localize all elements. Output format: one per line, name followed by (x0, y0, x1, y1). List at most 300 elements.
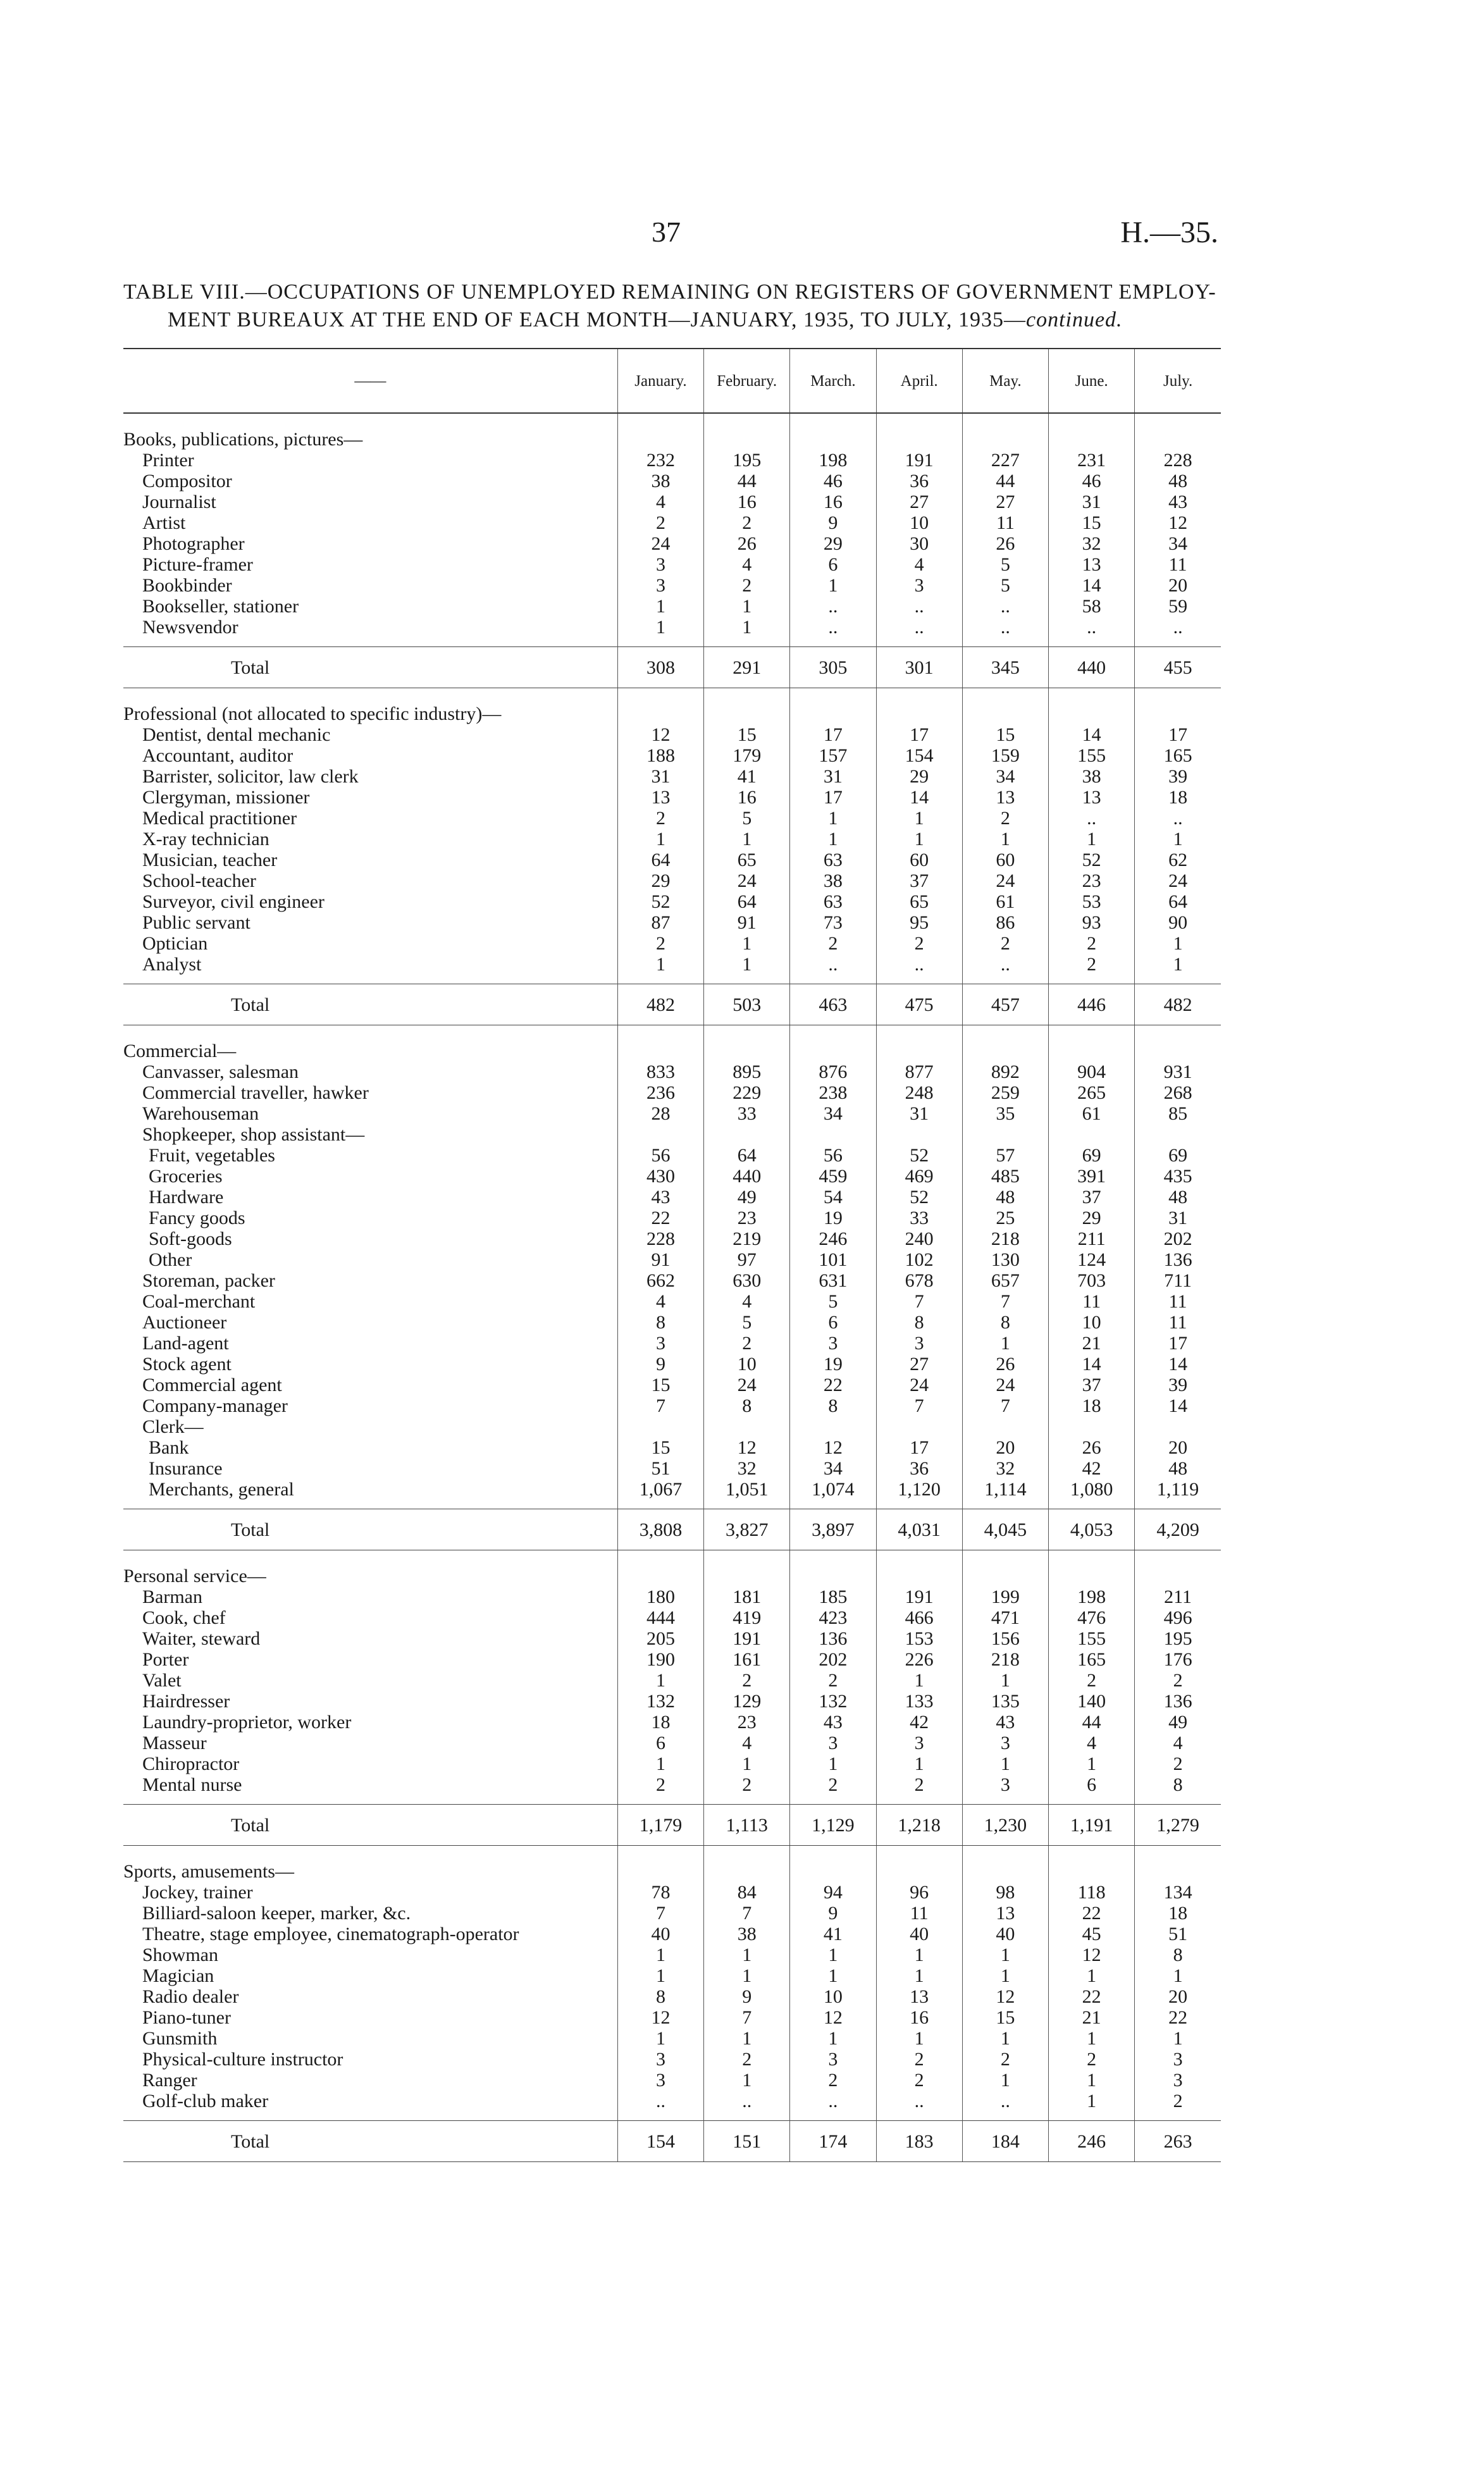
value-cell: 24 (704, 1375, 790, 1395)
value-cell: 21 (1049, 1333, 1135, 1354)
occupation-label-cell (123, 1395, 617, 1416)
section-title-row (123, 1025, 1221, 1062)
value-cell: 37 (1049, 1187, 1135, 1208)
total-row (123, 647, 1221, 688)
value-cell: .. (790, 2091, 876, 2111)
value-cell: 4 (876, 554, 962, 575)
value-cell: 29 (617, 870, 703, 891)
value-cell: 205 (617, 1628, 703, 1649)
value-cell: 1 (1049, 2028, 1135, 2049)
value-cell: 1 (704, 1965, 790, 1986)
value-cell: 65 (704, 850, 790, 870)
value-cell: 1 (790, 829, 876, 850)
spacer-row (123, 1500, 1221, 1509)
value-cell: 8 (704, 1395, 790, 1416)
value-cell: 185 (790, 1586, 876, 1607)
value-cell: 15 (617, 1437, 703, 1458)
value-cell: 248 (876, 1082, 962, 1103)
total-value: 184 (962, 2121, 1048, 2162)
total-row (123, 1805, 1221, 1846)
value-cell: 10 (1049, 1312, 1135, 1333)
occupation-label-cell (123, 491, 617, 512)
table-row (123, 933, 1221, 954)
occupation-label-cell (123, 1882, 617, 1903)
value-cell: 1 (790, 808, 876, 829)
value-cell: 29 (1049, 1208, 1135, 1228)
page-number: 37 (652, 216, 681, 248)
total-value: 463 (790, 984, 876, 1025)
table-row (123, 1903, 1221, 1924)
occupation-label: Fancy goods (149, 1208, 245, 1228)
value-cell: 18 (1135, 1903, 1221, 1924)
value-cell: 26 (1049, 1437, 1135, 1458)
occupation-label-cell (123, 1753, 617, 1774)
total-value: 3,897 (790, 1509, 876, 1550)
occupation-label: Musician, teacher (142, 850, 278, 870)
value-cell: 62 (1135, 850, 1221, 870)
section-title-row (123, 1550, 1221, 1587)
value-cell: .. (962, 2091, 1048, 2111)
empty-cell (876, 1846, 962, 1882)
value-cell: 130 (962, 1249, 1048, 1270)
value-cell: 24 (876, 1375, 962, 1395)
total-value: 1,279 (1135, 1805, 1221, 1846)
value-cell: 265 (1049, 1082, 1135, 1103)
value-cell: 63 (790, 850, 876, 870)
value-cell: 96 (876, 1882, 962, 1903)
empty-cell (876, 1025, 962, 1062)
table-row (123, 2028, 1221, 2049)
empty-cell (617, 1025, 703, 1062)
value-cell: 40 (962, 1924, 1048, 1944)
spacer-row (123, 1795, 1221, 1805)
total-label: Total (123, 647, 617, 688)
value-cell: 31 (617, 766, 703, 787)
occupation-label-cell (123, 1082, 617, 1103)
table-row (123, 1187, 1221, 1208)
value-cell (790, 1416, 876, 1437)
value-cell: 198 (1049, 1586, 1135, 1607)
value-cell: 3 (1135, 2070, 1221, 2091)
value-cell: 17 (876, 1437, 962, 1458)
value-cell: 54 (790, 1187, 876, 1208)
value-cell: 10 (790, 1986, 876, 2007)
value-cell: 56 (790, 1145, 876, 1166)
occupation-label-cell (123, 575, 617, 596)
value-cell: 24 (1135, 870, 1221, 891)
value-cell: 23 (704, 1208, 790, 1228)
value-cell: 3 (962, 1733, 1048, 1753)
value-cell (1049, 1124, 1135, 1145)
total-value: 4,053 (1049, 1509, 1135, 1550)
empty-cell (704, 413, 790, 450)
empty-cell (1049, 1846, 1135, 1882)
value-cell: 14 (1049, 724, 1135, 745)
value-cell: 877 (876, 1061, 962, 1082)
value-cell: 94 (790, 1882, 876, 1903)
table-row (123, 1103, 1221, 1124)
value-cell (1049, 1416, 1135, 1437)
table-row (123, 1124, 1221, 1145)
total-value: 4,209 (1135, 1509, 1221, 1550)
value-cell: 1 (962, 829, 1048, 850)
occupation-label-cell (123, 617, 617, 638)
value-cell: 22 (790, 1375, 876, 1395)
value-cell: 39 (1135, 766, 1221, 787)
value-cell: 1 (962, 1333, 1048, 1354)
spacer-cell (1135, 1500, 1221, 1509)
value-cell: 2 (1135, 2091, 1221, 2111)
value-cell: 630 (704, 1270, 790, 1291)
table-row (123, 1628, 1221, 1649)
empty-cell (704, 1025, 790, 1062)
value-cell: 13 (876, 1986, 962, 2007)
occupation-label: Other (149, 1249, 192, 1270)
value-cell: 12 (617, 2007, 703, 2028)
value-cell: 15 (962, 724, 1048, 745)
value-cell: 202 (1135, 1228, 1221, 1249)
value-cell: 165 (1049, 1649, 1135, 1670)
value-cell: 49 (1135, 1712, 1221, 1733)
occupation-label-cell (123, 2007, 617, 2028)
value-cell: 17 (1135, 1333, 1221, 1354)
value-cell: 60 (962, 850, 1048, 870)
spacer-cell (1135, 2111, 1221, 2121)
value-cell: 199 (962, 1586, 1048, 1607)
value-cell: 11 (1135, 1291, 1221, 1312)
table-row (123, 2091, 1221, 2111)
value-cell: 1 (876, 1670, 962, 1691)
value-cell: 391 (1049, 1166, 1135, 1187)
table-row (123, 954, 1221, 975)
value-cell: 1 (962, 1753, 1048, 1774)
occupation-label-cell (123, 1607, 617, 1628)
table-row (123, 2049, 1221, 2070)
spacer-cell (876, 638, 962, 647)
value-cell: 18 (1049, 1395, 1135, 1416)
value-cell: 1 (617, 954, 703, 975)
spacer-cell (876, 2111, 962, 2121)
value-cell: 53 (1049, 891, 1135, 912)
value-cell: 85 (1135, 1103, 1221, 1124)
occupation-label-cell (123, 1903, 617, 1924)
value-cell: 7 (962, 1291, 1048, 1312)
spacer-cell (704, 1500, 790, 1509)
value-cell: 1 (1049, 2070, 1135, 2091)
value-cell: 28 (617, 1103, 703, 1124)
value-cell: 1 (617, 596, 703, 617)
occupation-label: Stock agent (142, 1354, 232, 1375)
value-cell: 15 (617, 1375, 703, 1395)
value-cell: 3 (617, 575, 703, 596)
section-title: Personal service— (123, 1566, 266, 1586)
value-cell: 14 (876, 787, 962, 808)
value-cell: 678 (876, 1270, 962, 1291)
value-cell: 4 (704, 554, 790, 575)
table-row (123, 808, 1221, 829)
value-cell: 1 (962, 2070, 1048, 2091)
value-cell: 892 (962, 1061, 1048, 1082)
value-cell: 11 (1135, 554, 1221, 575)
value-cell: .. (962, 617, 1048, 638)
value-cell: 188 (617, 745, 703, 766)
value-cell: 86 (962, 912, 1048, 933)
value-cell: 1,119 (1135, 1479, 1221, 1500)
value-cell: 1 (876, 1753, 962, 1774)
spacer-cell (876, 975, 962, 984)
value-cell: 40 (617, 1924, 703, 1944)
section-title: Books, publications, pictures— (123, 429, 363, 450)
occupation-label-cell (123, 1228, 617, 1249)
value-cell: 2 (790, 933, 876, 954)
value-cell: 31 (1049, 491, 1135, 512)
occupation-label: Billiard-saloon keeper, marker, &c. (142, 1903, 411, 1924)
value-cell: 2 (1049, 954, 1135, 975)
total-value: 440 (1049, 647, 1135, 688)
value-cell: 64 (704, 891, 790, 912)
value-cell: 1 (790, 1753, 876, 1774)
value-cell: 1 (876, 1944, 962, 1965)
value-cell: 198 (790, 450, 876, 471)
value-cell: 2 (790, 1774, 876, 1795)
value-cell: 87 (617, 912, 703, 933)
value-cell: 90 (1135, 912, 1221, 933)
value-cell: 27 (876, 491, 962, 512)
total-value: 503 (704, 984, 790, 1025)
value-cell: 4 (1049, 1733, 1135, 1753)
value-cell (704, 1416, 790, 1437)
total-value: 174 (790, 2121, 876, 2162)
empty-cell (704, 1550, 790, 1587)
value-cell: 8 (962, 1312, 1048, 1333)
value-cell: 1 (790, 1965, 876, 1986)
occupation-label: Printer (142, 450, 194, 471)
empty-cell (962, 1550, 1048, 1587)
value-cell: 22 (1049, 1903, 1135, 1924)
value-cell: 69 (1049, 1145, 1135, 1166)
occupation-label-cell (123, 450, 617, 471)
spacer-cell (876, 1795, 962, 1805)
value-cell: 7 (876, 1395, 962, 1416)
value-cell: 1 (1135, 2028, 1221, 2049)
value-cell: 195 (704, 450, 790, 471)
total-value: 457 (962, 984, 1048, 1025)
value-cell: 2 (704, 1670, 790, 1691)
value-cell: 52 (617, 891, 703, 912)
value-cell: 6 (617, 1733, 703, 1753)
value-cell: 8 (617, 1312, 703, 1333)
value-cell: 1,051 (704, 1479, 790, 1500)
value-cell: 43 (617, 1187, 703, 1208)
occupation-label-cell (123, 1586, 617, 1607)
occupation-label: Cook, chef (142, 1607, 226, 1628)
table-row (123, 533, 1221, 554)
total-value: 455 (1135, 647, 1221, 688)
value-cell: 2 (617, 1774, 703, 1795)
value-cell: 227 (962, 450, 1048, 471)
table-row (123, 1753, 1221, 1774)
occupation-label-cell (123, 766, 617, 787)
value-cell: 1 (1049, 1965, 1135, 1986)
value-cell: 430 (617, 1166, 703, 1187)
value-cell: 1 (1135, 933, 1221, 954)
value-cell: 31 (876, 1103, 962, 1124)
table-row (123, 1395, 1221, 1416)
value-cell: 5 (704, 808, 790, 829)
spacer-cell (617, 638, 703, 647)
table-row (123, 1416, 1221, 1437)
value-cell: 496 (1135, 1607, 1221, 1628)
value-cell: 9 (790, 512, 876, 533)
value-cell: 42 (1049, 1458, 1135, 1479)
value-cell: 14 (1049, 1354, 1135, 1375)
table-row (123, 1145, 1221, 1166)
value-cell: 435 (1135, 1166, 1221, 1187)
occupation-label: Barrister, solicitor, law clerk (142, 766, 359, 787)
total-value: 4,045 (962, 1509, 1048, 1550)
occupation-label-cell (123, 745, 617, 766)
table-row (123, 787, 1221, 808)
value-cell: 2 (1135, 1670, 1221, 1691)
value-cell: 32 (704, 1458, 790, 1479)
value-cell: 124 (1049, 1249, 1135, 1270)
value-cell: .. (876, 617, 962, 638)
value-cell: 18 (617, 1712, 703, 1733)
value-cell: 154 (876, 745, 962, 766)
value-cell: 3 (617, 2049, 703, 2070)
value-cell: 1 (704, 954, 790, 975)
spacer-cell (704, 1795, 790, 1805)
occupation-label: Auctioneer (142, 1312, 227, 1333)
spacer-cell (123, 1795, 617, 1805)
value-cell: 471 (962, 1607, 1048, 1628)
value-cell: 1 (1049, 829, 1135, 850)
value-cell: 231 (1049, 450, 1135, 471)
value-cell: 15 (962, 2007, 1048, 2028)
value-cell: 2 (617, 512, 703, 533)
value-cell (1135, 1416, 1221, 1437)
table-row (123, 1986, 1221, 2007)
occupation-label: Chiropractor (142, 1753, 240, 1774)
table-body (123, 413, 1221, 2162)
value-cell: 23 (704, 1712, 790, 1733)
total-value: 345 (962, 647, 1048, 688)
value-cell: 44 (704, 471, 790, 491)
value-cell (617, 1124, 703, 1145)
value-cell: 13 (962, 787, 1048, 808)
spacer-cell (790, 2111, 876, 2121)
value-cell: .. (962, 954, 1048, 975)
occupation-label-cell (123, 512, 617, 533)
total-label: Total (123, 984, 617, 1025)
value-cell: 3 (876, 575, 962, 596)
value-cell: 14 (1135, 1395, 1221, 1416)
value-cell: 48 (962, 1187, 1048, 1208)
occupation-label-cell (123, 1479, 617, 1500)
table-row (123, 1586, 1221, 1607)
occupation-label: Company-manager (142, 1395, 288, 1416)
value-cell: 4 (704, 1291, 790, 1312)
value-cell: 91 (704, 912, 790, 933)
value-cell: 58 (1049, 596, 1135, 617)
value-cell: 64 (1135, 891, 1221, 912)
value-cell: 61 (1049, 1103, 1135, 1124)
value-cell: 3 (876, 1333, 962, 1354)
month-header-february: February. (704, 349, 790, 413)
occupation-label: Laundry-proprietor, worker (142, 1712, 352, 1733)
value-cell: 2 (1049, 1670, 1135, 1691)
occupation-label-cell (123, 933, 617, 954)
value-cell: 228 (617, 1228, 703, 1249)
table-row (123, 596, 1221, 617)
value-cell: 8 (876, 1312, 962, 1333)
value-cell: 155 (1049, 745, 1135, 766)
empty-cell (962, 1025, 1048, 1062)
value-cell: .. (962, 596, 1048, 617)
empty-cell (962, 413, 1048, 450)
value-cell: 2 (704, 1774, 790, 1795)
occupation-label: Canvasser, salesman (142, 1061, 299, 1082)
value-cell: 42 (876, 1712, 962, 1733)
value-cell: 64 (704, 1145, 790, 1166)
total-value: 291 (704, 647, 790, 688)
empty-cell (876, 413, 962, 450)
occupation-label: Storeman, packer (142, 1270, 275, 1291)
value-cell: 97 (704, 1249, 790, 1270)
value-cell: 22 (1135, 2007, 1221, 2028)
table-row (123, 1774, 1221, 1795)
table-row (123, 1270, 1221, 1291)
value-cell: 12 (962, 1986, 1048, 2007)
value-cell: .. (790, 617, 876, 638)
value-cell: 2 (617, 808, 703, 829)
total-value: 1,191 (1049, 1805, 1135, 1846)
occupation-label-cell (123, 1354, 617, 1375)
month-header-january: January. (617, 349, 703, 413)
occupation-label: Artist (142, 512, 186, 533)
table-row (123, 1733, 1221, 1753)
value-cell: 8 (617, 1986, 703, 2007)
value-cell: 10 (704, 1354, 790, 1375)
empty-cell (790, 413, 876, 450)
occupation-label: Physical-culture instructor (142, 2049, 343, 2070)
occupation-label-cell (123, 1437, 617, 1458)
value-cell (617, 1416, 703, 1437)
value-cell: 190 (617, 1649, 703, 1670)
occupation-label: Bookseller, stationer (142, 596, 299, 617)
value-cell (876, 1416, 962, 1437)
value-cell: 1 (876, 2028, 962, 2049)
table-row (123, 512, 1221, 533)
spacer-cell (617, 975, 703, 984)
occupation-label: School-teacher (142, 870, 256, 891)
value-cell: 17 (876, 724, 962, 745)
value-cell: 165 (1135, 745, 1221, 766)
occupation-label-cell (123, 1628, 617, 1649)
value-cell: 2 (962, 2049, 1048, 2070)
value-cell: 7 (617, 1395, 703, 1416)
value-cell: 657 (962, 1270, 1048, 1291)
value-cell: 4 (1135, 1733, 1221, 1753)
table-row (123, 1670, 1221, 1691)
value-cell: 1 (617, 617, 703, 638)
total-value: 1,218 (876, 1805, 962, 1846)
table-row (123, 829, 1221, 850)
value-cell: 13 (1049, 554, 1135, 575)
table-row (123, 1061, 1221, 1082)
table-row (123, 1291, 1221, 1312)
occupation-label-cell (123, 1691, 617, 1712)
